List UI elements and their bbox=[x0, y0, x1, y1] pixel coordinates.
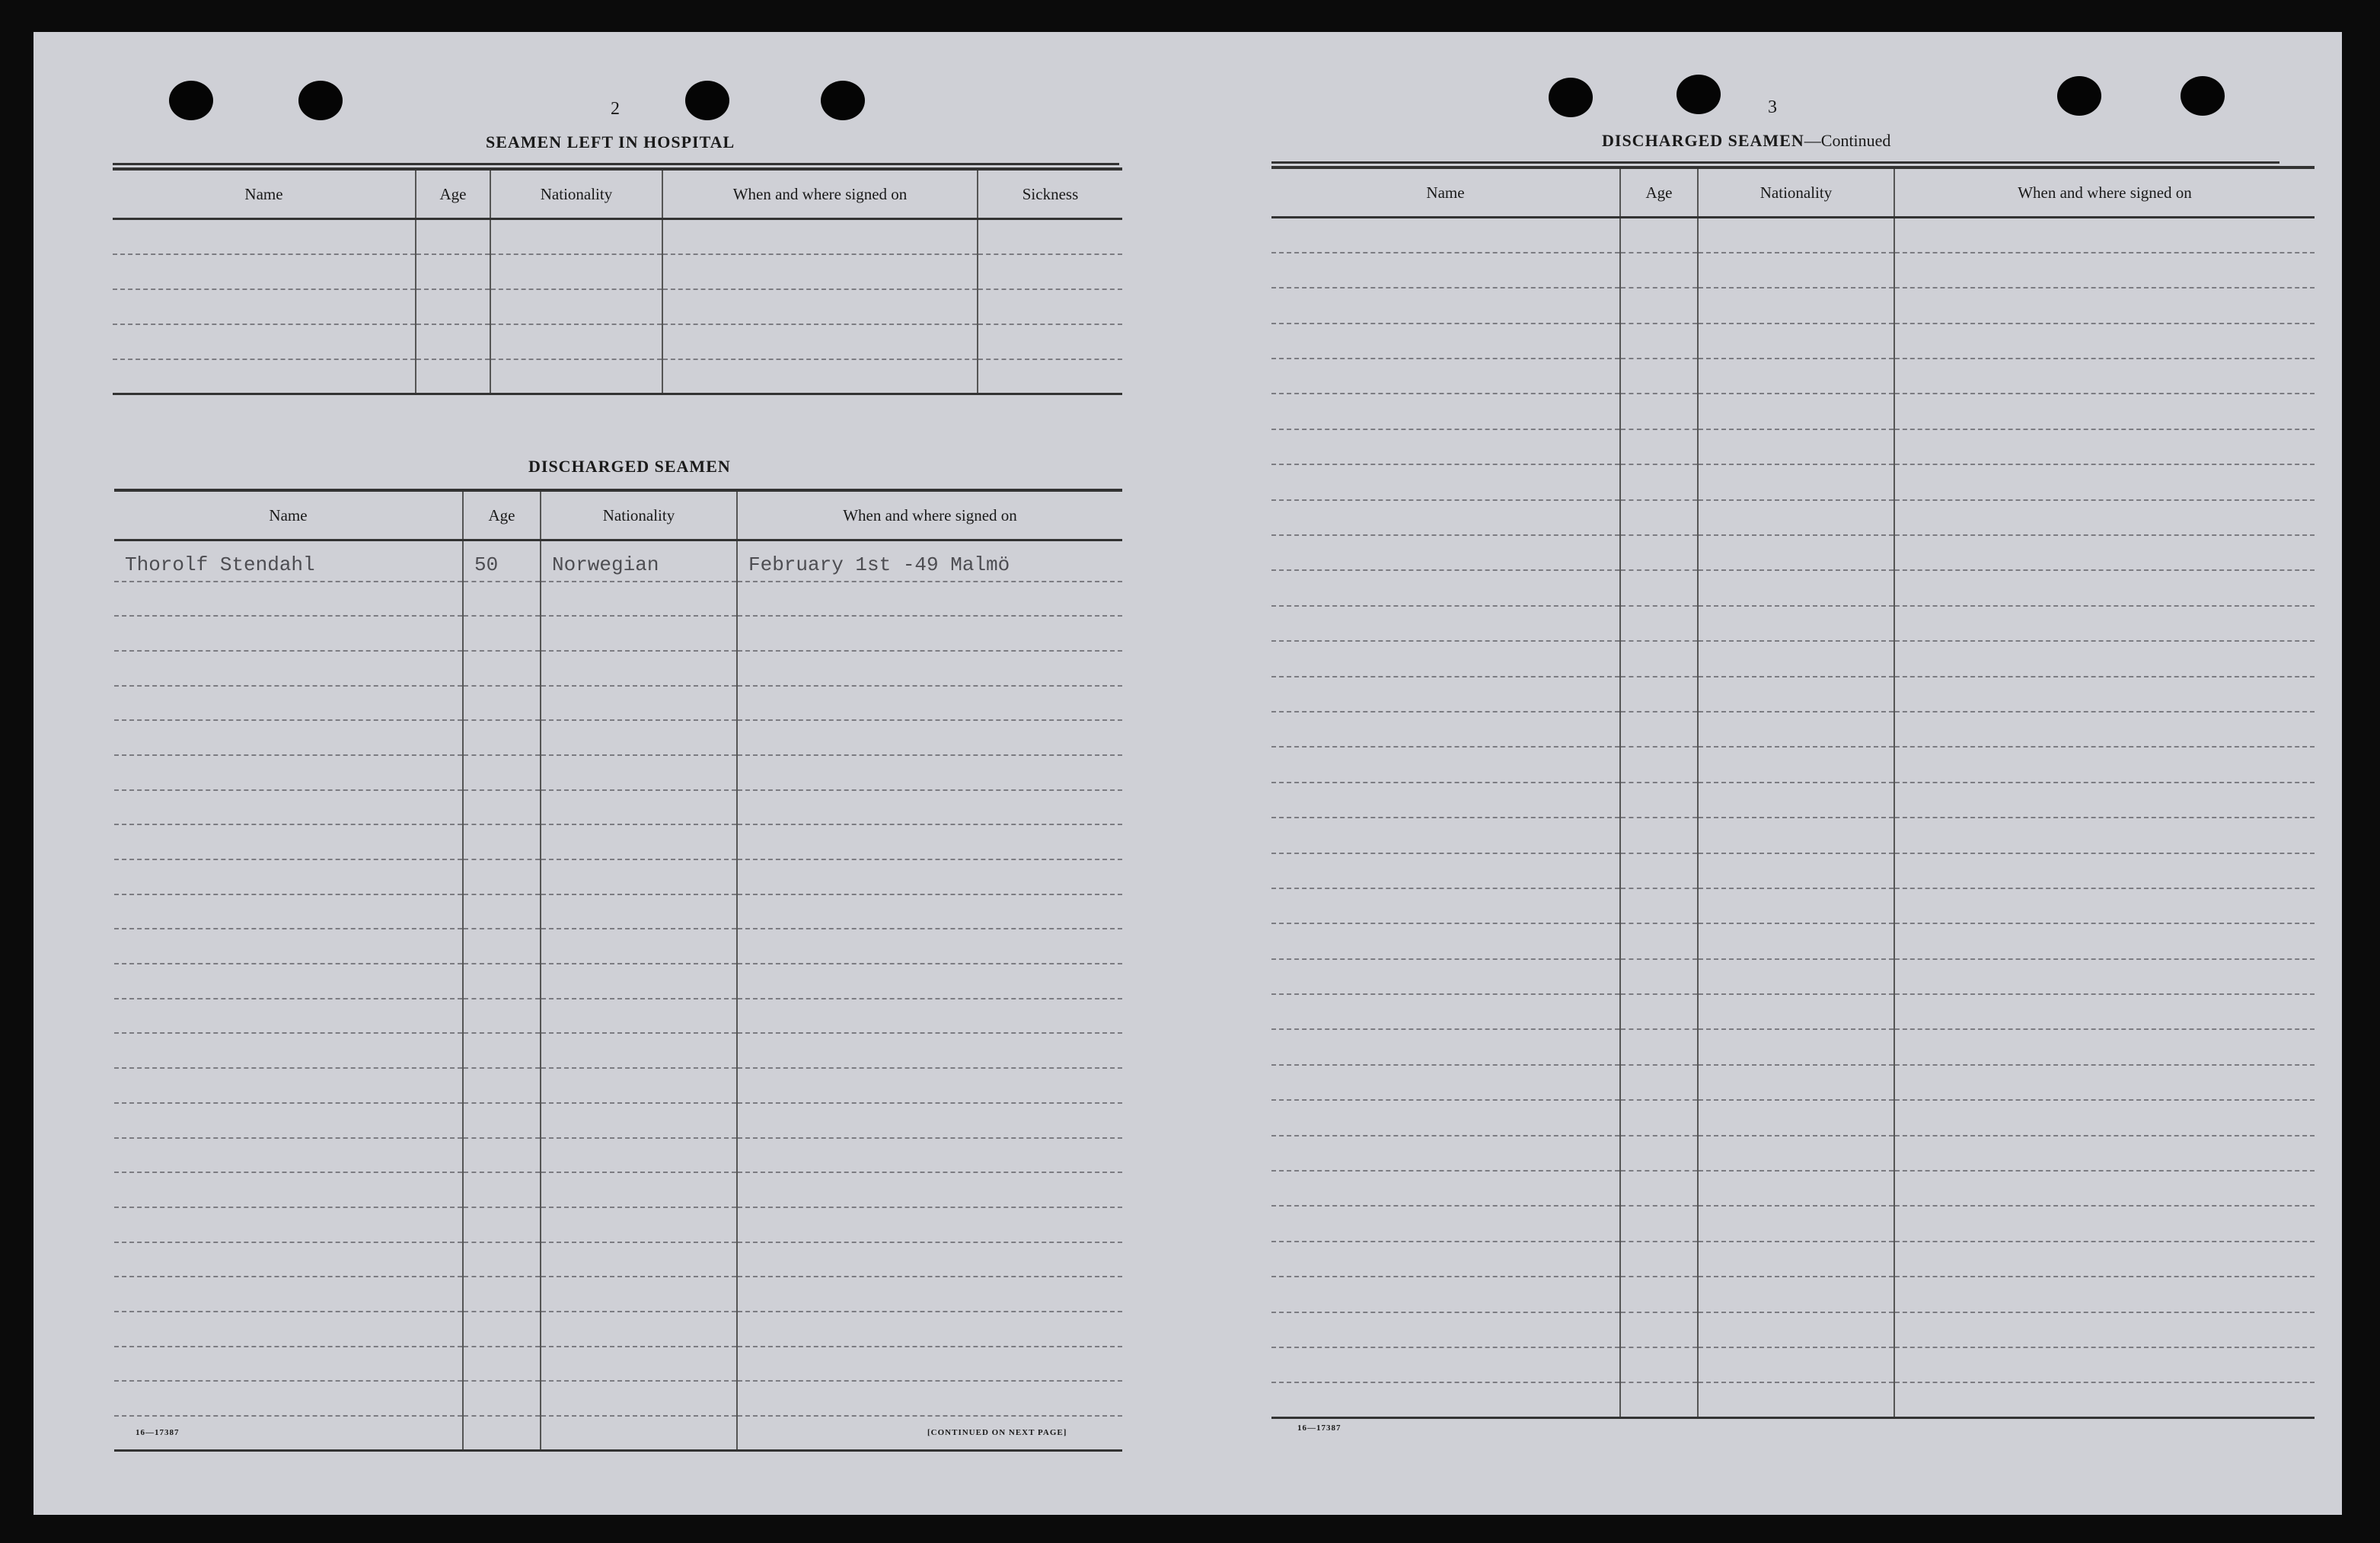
table-row bbox=[114, 540, 1122, 582]
table-row bbox=[1271, 1277, 2315, 1312]
table-row bbox=[114, 755, 1122, 790]
table-row bbox=[1271, 1100, 2315, 1135]
seaman-name: Thorolf Stendahl bbox=[114, 540, 463, 582]
table-row bbox=[113, 289, 1122, 324]
seaman-nationality: Norwegian bbox=[541, 540, 737, 582]
table-row bbox=[114, 1068, 1122, 1103]
table-row bbox=[1271, 747, 2315, 782]
table-row bbox=[114, 686, 1122, 721]
table-row bbox=[114, 1277, 1122, 1312]
table-row bbox=[1271, 1382, 2315, 1417]
table-row bbox=[1271, 394, 2315, 429]
seaman-signed-on: February 1st -49 Malmö bbox=[737, 540, 1122, 582]
left-form-number: 16—17387 bbox=[136, 1428, 180, 1437]
column-header-age: Age bbox=[416, 169, 490, 219]
table-row bbox=[1271, 923, 2315, 958]
table-row bbox=[1271, 818, 2315, 853]
table-row bbox=[1271, 712, 2315, 747]
table-row bbox=[114, 1033, 1122, 1068]
column-header-name: Name bbox=[113, 169, 416, 219]
binder-hole bbox=[821, 81, 865, 120]
continued-suffix: —Continued bbox=[1804, 131, 1891, 150]
table-row bbox=[113, 359, 1122, 394]
hospital-section-title: SEAMEN LEFT IN HOSPITAL bbox=[486, 132, 735, 151]
table-row bbox=[114, 616, 1122, 651]
table-row bbox=[1271, 641, 2315, 676]
column-header-name: Name bbox=[1271, 167, 1620, 218]
discharged-table bbox=[114, 489, 1122, 1452]
table-row bbox=[1271, 570, 2315, 605]
continued-note: [CONTINUED ON NEXT PAGE] bbox=[927, 1428, 1067, 1437]
table-row bbox=[114, 790, 1122, 825]
column-header-sickness: Sickness bbox=[978, 169, 1122, 219]
table-row bbox=[1271, 959, 2315, 994]
binder-hole bbox=[685, 81, 729, 120]
table-row bbox=[1271, 464, 2315, 499]
table-row bbox=[113, 254, 1122, 289]
table-row bbox=[113, 219, 1122, 254]
table-row bbox=[1271, 429, 2315, 464]
table-row bbox=[1271, 535, 2315, 570]
column-header-signed-on: When and where signed on bbox=[737, 490, 1122, 540]
column-header-age: Age bbox=[1620, 167, 1698, 218]
table-row bbox=[113, 324, 1122, 359]
right-page-number: 3 bbox=[1768, 97, 1777, 117]
discharged-rows bbox=[114, 540, 1122, 1451]
table-row bbox=[114, 999, 1122, 1034]
column-header-nationality: Nationality bbox=[541, 490, 737, 540]
hospital-rows bbox=[113, 219, 1122, 394]
table-row bbox=[1271, 1065, 2315, 1100]
table-row bbox=[114, 894, 1122, 929]
binder-hole bbox=[2057, 76, 2101, 116]
table-row bbox=[1271, 500, 2315, 535]
binder-hole bbox=[1677, 75, 1721, 114]
table-row bbox=[1271, 888, 2315, 923]
column-header-nationality: Nationality bbox=[1698, 167, 1894, 218]
discharged-continued-rows bbox=[1271, 218, 2315, 1418]
table-row bbox=[114, 859, 1122, 894]
table-row bbox=[114, 582, 1122, 617]
table-row bbox=[1271, 606, 2315, 641]
table-row bbox=[1271, 853, 2315, 888]
table-row bbox=[1271, 359, 2315, 394]
discharged-continued-title bbox=[1602, 131, 1890, 151]
table-row bbox=[114, 1242, 1122, 1277]
table-row bbox=[1271, 288, 2315, 323]
table-row bbox=[114, 1312, 1122, 1347]
table-row bbox=[1271, 1029, 2315, 1064]
column-header-age: Age bbox=[463, 490, 541, 540]
column-header-signed-on: When and where signed on bbox=[1894, 167, 2315, 218]
table-row bbox=[1271, 677, 2315, 712]
column-header-nationality: Nationality bbox=[490, 169, 662, 219]
table-row bbox=[1271, 1171, 2315, 1206]
table-row bbox=[114, 1207, 1122, 1242]
binder-hole bbox=[169, 81, 213, 120]
discharged-continued-title-text: DISCHARGED SEAMEN bbox=[1602, 131, 1804, 150]
left-page-number: 2 bbox=[611, 99, 620, 119]
table-row bbox=[1271, 783, 2315, 818]
table-row bbox=[114, 1103, 1122, 1138]
table-row bbox=[114, 824, 1122, 859]
hospital-top-rule bbox=[113, 163, 1119, 165]
discharged-continued-table bbox=[1271, 166, 2315, 1419]
table-row bbox=[1271, 1136, 2315, 1171]
table-row bbox=[114, 651, 1122, 686]
table-row bbox=[114, 1381, 1122, 1416]
table-row bbox=[1271, 324, 2315, 359]
table-row bbox=[1271, 1242, 2315, 1277]
discharged-section-title: DISCHARGED SEAMEN bbox=[528, 457, 731, 476]
column-header-name: Name bbox=[114, 490, 463, 540]
table-row bbox=[1271, 1347, 2315, 1382]
table-row bbox=[114, 1347, 1122, 1382]
right-top-rule bbox=[1271, 161, 2280, 164]
table-row bbox=[114, 929, 1122, 964]
binder-hole bbox=[2181, 76, 2225, 116]
table-row bbox=[1271, 253, 2315, 288]
table-row bbox=[114, 720, 1122, 755]
right-form-number: 16—17387 bbox=[1297, 1423, 1342, 1433]
table-row bbox=[1271, 1312, 2315, 1347]
table-row bbox=[114, 1138, 1122, 1173]
scanned-document bbox=[33, 32, 2342, 1515]
column-header-signed-on: When and where signed on bbox=[662, 169, 978, 219]
table-row bbox=[1271, 1206, 2315, 1241]
binder-hole bbox=[298, 81, 343, 120]
binder-hole bbox=[1549, 78, 1593, 117]
hospital-table bbox=[113, 167, 1122, 395]
table-row bbox=[1271, 994, 2315, 1029]
table-row bbox=[114, 964, 1122, 999]
table-row bbox=[114, 1172, 1122, 1207]
seaman-age: 50 bbox=[463, 540, 541, 582]
table-row bbox=[1271, 218, 2315, 253]
